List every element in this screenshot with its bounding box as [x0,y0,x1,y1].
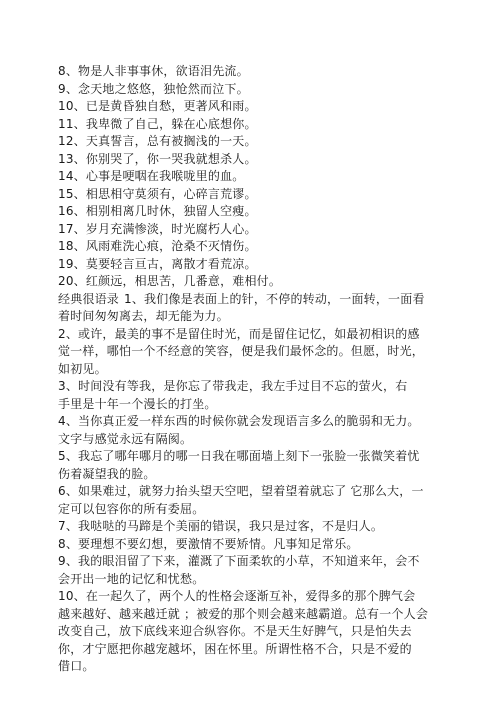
entry-line: 越来越好、越来越迁就 ；被爱的那个则会越来越霸道。总有一个人会 [58,606,429,621]
list-item: 17、岁月充满惨淡，时光腐朽人心。 [58,221,257,236]
section-title: 经典很语录 [58,291,120,306]
list-item: 9、念天地之悠悠，独怆然而泣下。 [58,81,249,96]
entry-line: 10、在一起久了，两个人的性格会逐渐互补，爱得多的那个脾气会 [58,589,416,603]
list-entry [58,536,438,554]
first-entry-text: 1、我们像是表面上的针，不停的转动，一面转，一面看 [124,291,425,306]
list-entry [58,483,438,518]
list-entry [58,448,438,483]
list-entry [58,518,438,536]
list-item: 13、你别哭了，你一哭我就想杀人。 [58,151,257,166]
entry-line: 改变自己，放下底线来迎合纵容你。不是天生好脾气，只是怕失去 [58,624,412,638]
entry-line: 4、当你真正爱一样东西的时候你就会发现语言多么的脆弱和无力。 [58,414,420,428]
entry-line: 2、或许，最美的事不是留住时光，而是留住记忆，如最初相识的感 [58,326,420,341]
list-entry [58,553,438,588]
list-entry [58,378,438,413]
entry-line: 文字与感觉永远有隔阂。 [58,431,193,446]
entry-line: 如初见。 [58,361,107,376]
list-item: 15、相思相守莫须有，心碎言荒谬。 [58,186,257,201]
list-item: 16、相别相离几时休，独留人空瘦。 [58,204,257,218]
entry-line: 定可以包容你的所有委屈。 [58,501,205,516]
document-body [58,63,438,676]
entry-line: 3、时间没有等我，是你忘了带我走，我左手过目不忘的萤火，右 [58,379,408,393]
list-item: 10、已是黄昏独自愁，更著风和雨。 [58,99,257,113]
numbered-list-long [58,326,438,676]
entry-line: 借口。 [58,659,95,673]
entry-line: 伤着凝望我的脸。 [58,466,156,481]
list-item: 19、莫要轻言亘古，离散才看荒凉。 [58,256,257,271]
entry-line: 7、我哒哒的马蹄是个美丽的错误，我只是过客，不是归人。 [58,519,384,533]
section-heading-line [58,291,438,309]
list-entry [58,413,438,448]
list-item: 20、红颜远，相思苦，几番意，难相付。 [58,274,282,288]
entry-line: 会开出一地的记忆和忧愁。 [58,571,205,586]
list-item: 8、物是人非事事休，欲语泪先流。 [58,64,249,78]
first-entry-continuation: 着时间匆匆离去，却无能为力。 [58,309,229,323]
list-item: 11、我卑微了自己，躲在心底想你。 [58,116,257,131]
entry-line: 手里是十年一个漫长的打坐。 [58,396,217,411]
list-item: 14、心事是哽咽在我喉咙里的血。 [58,169,245,183]
entry-line: 9、我的眼泪留了下来，灌溉了下面柔软的小草，不知道来年，会不 [58,554,420,568]
entry-line: 你，才宁愿把你越宠越坏，困在怀里。所谓性格不合，只是不爱的 [58,641,412,656]
entry-line: 觉一样，哪怕一个不经意的笑容，便是我们最怀念的。但愿，时光， [58,344,425,358]
list-entry [58,588,438,676]
entry-line: 6、如果难过，就努力抬头望天空吧，望着望着就忘了 它那么大，一 [58,484,424,498]
numbered-list-short [58,63,438,291]
list-entry [58,326,438,379]
list-item: 18、风雨难洗心痕，沧桑不灭情伤。 [58,239,257,253]
entry-line: 8、要理想不要幻想，要激情不要矫情。凡事知足常乐。 [58,536,359,551]
list-item: 12、天真誓言，总有被搁浅的一天。 [58,134,257,148]
entry-line: 5、我忘了哪年哪月的哪一日我在哪面墙上刻下一张脸一张微笑着忧 [58,449,420,463]
